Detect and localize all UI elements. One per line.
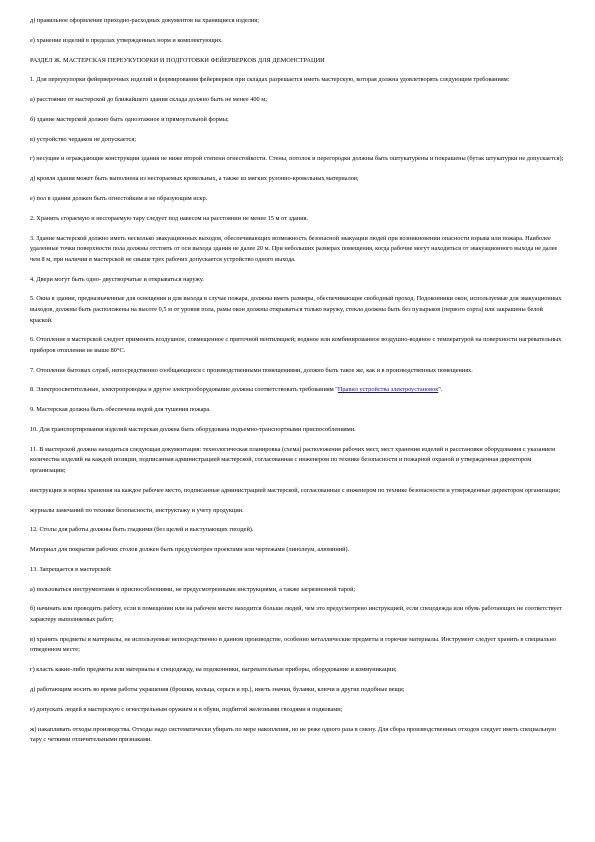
item-12-material: Материал для покрытия рабочих столов должен быть предусмотрен проектами или чертежами (линолеум, алюминий). [30,546,350,554]
item-6: 6. Отопление в мастерской следует применять воздушное, совмещенное с приточной вентиляцией; водяное или комбинированное воздушно-водяное с температурой на поверхности нагревательных приборов отопления не выше 80°С. [30,336,562,354]
item-13-zh: ж) накапливать отходы производства. Отходы надо систематически убирать по мере накопления, но не реже одного раза в смену. Для сбора производственных отходов следует иметь специальную тару с четкими отличительными признаками. [30,725,556,744]
item-8-end: ". [438,386,443,394]
item-13-d: д) работающим носить во время работы украшения (брошки, кольца, серьги и пр.), иметь значки, булавки, ключи и другие подобные вещи; [30,686,405,693]
item-13-e: е) допускать людей в мастерскую с огнестрельным оружием и в обуви, подбитой железными гвоздями и подковами; [30,705,343,713]
item-8 [30,385,567,396]
paragraph-e-storage: е) хранение изделий в пределах утвержденных норм и комплектующих. [30,36,223,44]
item-7: 7. Отопление бытовых служб, непосредственно сообщающихся с производственными помещениями, должно быть такое же, как и в производственных помещениях. [30,366,473,374]
item-12: 12. Столы для работы должны быть гладкими (без щелей и выступающих гвоздей). [30,526,254,534]
item-13-g: г) класть какие-либо предметы или материалы в спецодежду, на подоконники, нагревательные приборы, оборудование и коммуникации; [30,666,397,674]
section-heading: РАЗДЕЛ Ж. МАСТЕРСКАЯ ПЕРЕУКУПОРКИ И ПОДГОТОВКИ ФЕЙЕРВЕРКОВ ДЛЯ ДЕМОНСТРАЦИИ [30,56,325,64]
item-1-g: г) несущие и ограждающие конструкции здания не ниже второй степени огнестойкости. Стены, потолок и перегородки должны быть оштукатурены и покрашены (бутак штукатурки не допускается); [30,155,564,163]
item-2: 2. Хранить сгораемую и несгораемую тару следует под навесом на расстоянии не менее 15 м от здания. [30,214,309,222]
item-1-a: а) расстояние от мастерской до ближайшего здания склада должно быть не менее 400 м; [30,96,267,104]
item-11: 11. В мастерской должна находиться следующая документация: технологическая планировка (схема) расположения рабочих мест, мест хранения изделий и расстановки оборудования с указанием количества изделий на каждой позиции, подписанная администрацией мастерской, согласованная с инженером по технике безопасности и пожарной охраной и утвержденная директором организации; [30,445,555,474]
item-8-text: 8. Электроосветительные, электропроводка и другое электрооборудование должны соответствовать требованиям " [30,386,338,394]
item-5: 5. Окна в здании, предназначенные для освещения и для выхода в случае пожара, должны иметь размеры, обеспечивающие свободный проход. Подоконники окон, используемые для эвакуационных выходов, должны быть расположены на высоте 0,5 м от уровня пола, рамы окон должны открываться только наружу, стекла должны быть без пузырьков (первого сорта) или закрашены белой краской. [30,295,562,324]
item-9: 9. Мастерская должна быть обеспечена водой для тушения пожара. [30,406,211,414]
item-1-v: в) устройство чердаков не допускается; [30,135,136,143]
item-1: 1. Для переукупорки фейерверочных изделий и формирования фейерверков при складах разрешается иметь мастерскую, которая должна удовлетворять следующим требованиям: [30,76,510,84]
paragraph-d-documents: д) правильное оформление приходно-расходных документов на хранящиеся изделия; [30,17,259,24]
item-13: 13. Запрещается в мастерской: [30,565,112,573]
item-13-a: а) пользоваться инструментами и приспособлениями, не предусмотренными инструкциями, а также загрязненной тарой; [30,585,356,593]
item-1-b: б) здание мастерской должно быть одноэтажное и прямоугольной формы; [30,115,229,123]
item-3: 3. Здание мастерской должно иметь несколько эвакуационных выходов, обеспечивающих возможность безопасной эвакуации людей при возникновении опасности взрыва или пожара. Наиболее удаленные точки поверхности пола должны отстоять от оси выхода здания не далее 20 м. При небольших размерах помещения, когда рабочие могут находиться от эвакуационного выхода не далее чем 8 м, при наличии в мастерской не свыше трех рабочих допускается устройство одного выхода. [30,234,558,263]
electrical-rules-link[interactable]: Правил устройства электроустановок [337,386,439,394]
item-11-instructions: инструкции и нормы хранения на каждое рабочее место, подписанные администрацией мастерской, согласованные с инженером по технике безопасности и утвержденные директором организации; [30,486,561,494]
item-1-e: е) пол в здании должен быть огнестойким и не образующим искр. [30,195,208,203]
item-11-journals: журналы замечаний по технике безопасности, инструктажу и учету продукции. [30,506,244,514]
item-1-d: д) кровля здания может быть выполнена из несгораемых кровельных, а также из мягких рулонно-кровельных материалов; [30,175,359,183]
item-13-v: в) хранить предметы и материалы, не используемые непосредственно в данном производстве, особенно металлические предметы и горючие материалы. Инструмент следует хранить в специально отведенном месте; [30,635,557,654]
item-4: 4. Двери могут быть одно- двустворчатые и открываться наружу. [30,275,204,283]
item-13-b: б) начинать или проводить работу, если в помещении или на рабочем месте находится больше людей, чем это предусмотрено инструкцией, если спецодежда или обувь работающих не соответствует характеру выполняемых работ; [30,605,562,624]
item-10: 10. Для транспортирования изделий мастерская должна быть оборудована подъемно-транспортными приспособлениями. [30,426,356,434]
